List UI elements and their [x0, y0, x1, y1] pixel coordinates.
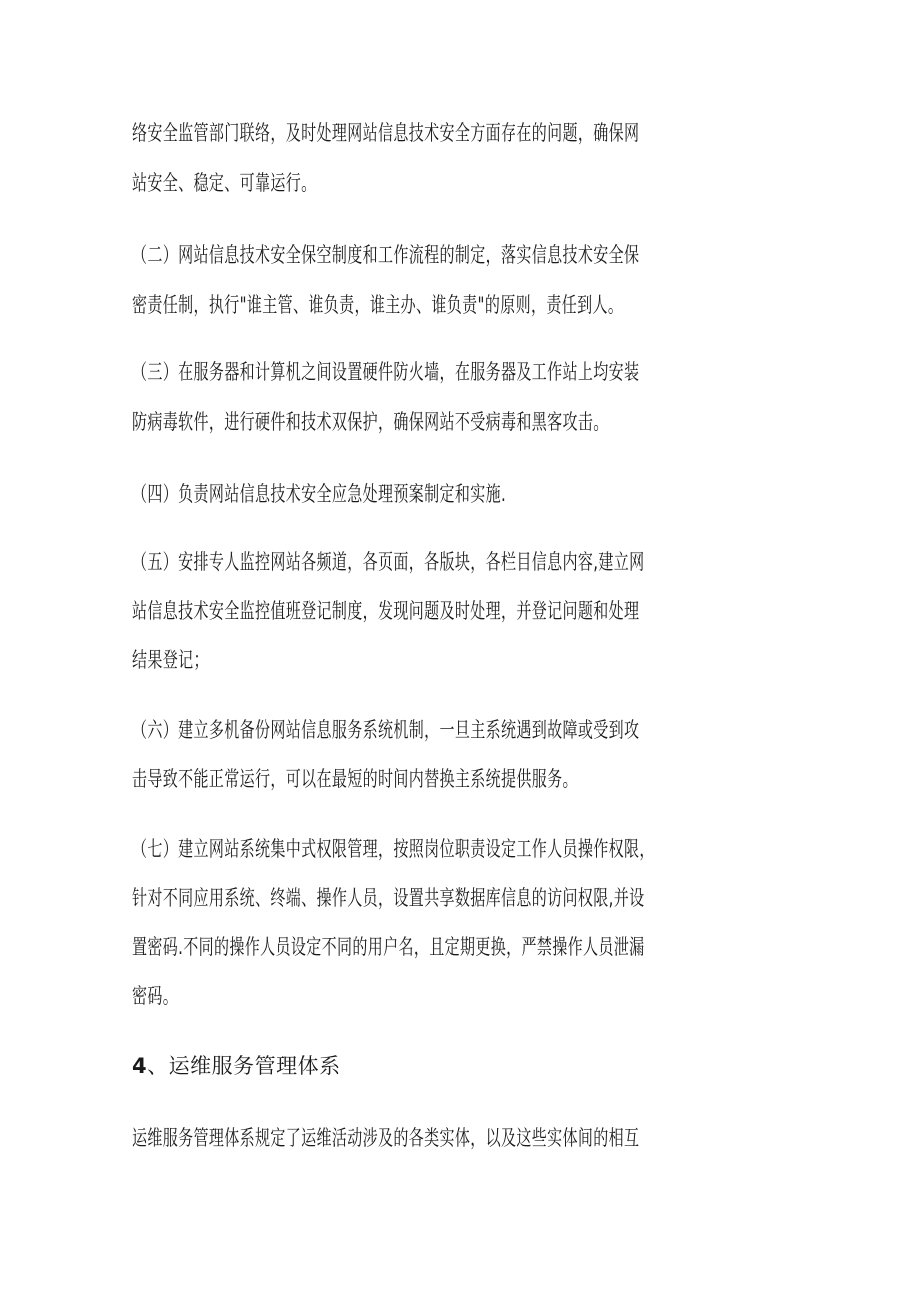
paragraph-2-line-2: 密责任制，执行"谁主管、谁负责，谁主办、谁负责"的原则，责任到人。	[132, 293, 624, 317]
paragraph-7-line-4: 密码。	[132, 984, 179, 1008]
section-heading-text: 、运维服务管理体系	[147, 1054, 341, 1078]
paragraph-2-line-1: （二）网站信息技术安全保空制度和工作流程的制定，落实信息技术安全保	[132, 243, 640, 267]
paragraph-7-line-1: （七）建立网站系统集中式权限管理，按照岗位职责设定工作人员操作权限，	[132, 837, 655, 861]
paragraph-6-line-2: 击导致不能正常运行，可以在最短的时间内替换主系统提供服务。	[132, 767, 578, 791]
section-heading-number: 4	[132, 1054, 148, 1078]
section-heading	[132, 1051, 341, 1081]
final-paragraph-line-1: 运维服务管理体系规定了运维活动涉及的各类实体，以及这些实体间的相互	[132, 1126, 640, 1150]
paragraph-3-line-1: （三）在服务器和计算机之间设置硬件防火墙，在服务器及工作站上均安装	[132, 360, 640, 384]
paragraph-5-line-3: 结果登记；	[132, 648, 209, 672]
paragraph-5-line-2: 站信息技术安全监控值班登记制度，发现问题及时处理，并登记问题和处理	[132, 599, 640, 623]
paragraph-5-line-1: （五）安排专人监控网站各频道，各页面，各版块，各栏目信息内容,建立网	[132, 550, 645, 574]
paragraph-4-line-1: （四）负责网站信息技术安全应急处理预案制定和实施.	[132, 482, 507, 506]
paragraph-7-line-2: 针对不同应用系统、终端、操作人员，设置共享数据库信息的访问权限,并设	[132, 886, 645, 910]
paragraph-1-line-1: 络安全监管部门联络，及时处理网站信息技术安全方面存在的问题，确保网	[132, 121, 640, 145]
paragraph-6-line-1: （六）建立多机备份网站信息服务系统机制，一旦主系统遇到故障或受到攻	[132, 718, 640, 742]
paragraph-7-line-3: 置密码.不同的操作人员设定不同的用户名，且定期更换，严禁操作人员泄漏	[132, 935, 645, 959]
paragraph-1-line-2: 站安全、稳定、可靠运行。	[132, 171, 317, 195]
paragraph-3-line-2: 防病毒软件，进行硬件和技术双保护，确保网站不受病毒和黑客攻击。	[132, 410, 609, 434]
